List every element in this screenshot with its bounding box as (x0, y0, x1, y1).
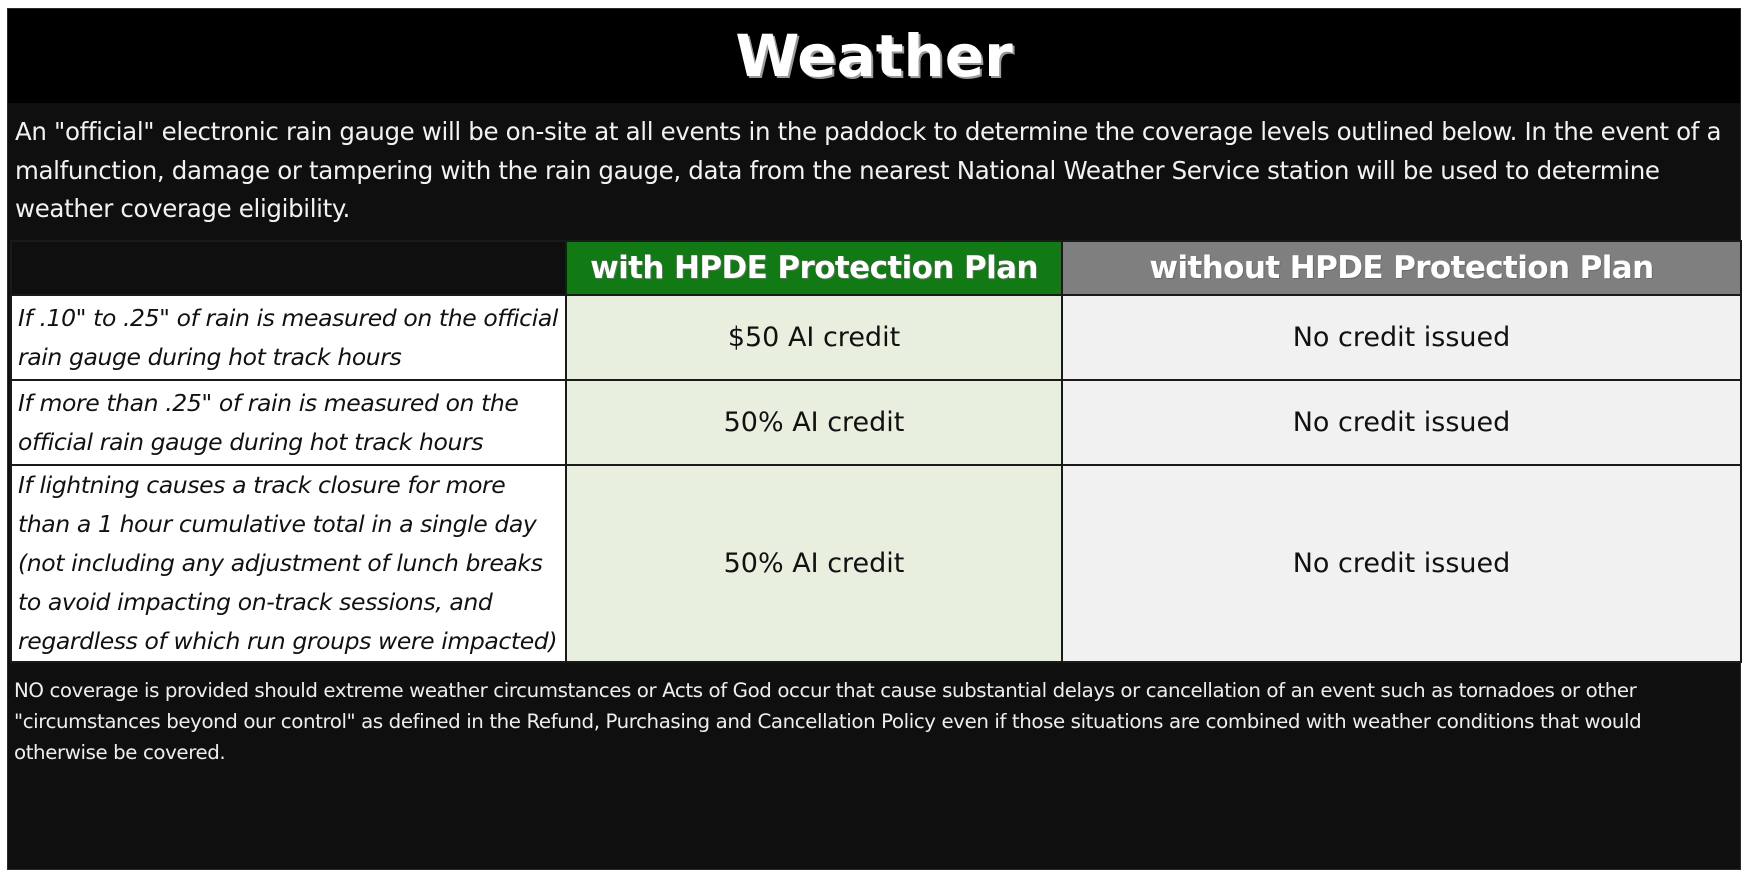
condition-cell: If lightning causes a track closure for more than a 1 hour cumulative total in a single day (not including any adjustment of lunch breaks to avoid impacting on-track sessions, and regardless of which run groups were impacted) (11, 465, 566, 662)
table-header-row (11, 241, 1741, 295)
table-row (11, 380, 1741, 465)
condition-cell: If more than .25" of rain is measured on the official rain gauge during hot track hours (11, 380, 566, 465)
page-title: Weather (735, 22, 1013, 90)
header-with-plan: with HPDE Protection Plan (566, 241, 1062, 295)
with-plan-cell: 50% AI credit (566, 465, 1062, 662)
without-plan-cell: No credit issued (1062, 380, 1741, 465)
condition-cell: If .10" to .25" of rain is measured on the official rain gauge during hot track hours (11, 295, 566, 380)
intro-paragraph: An "official" electronic rain gauge will be on-site at all events in the paddock to determine the coverage levels outlined below. In the event of a malfunction, damage or tampering with the rain gauge, data from the nearest National Weather Service station will be used to determine weather coverage eligibility. (15, 117, 1722, 223)
header-without-plan: without HPDE Protection Plan (1062, 241, 1741, 295)
with-plan-cell: $50 AI credit (566, 295, 1062, 380)
without-plan-cell: No credit issued (1062, 295, 1741, 380)
coverage-table (10, 240, 1742, 663)
with-plan-cell: 50% AI credit (566, 380, 1062, 465)
header-condition (11, 241, 566, 295)
title-band (8, 9, 1740, 103)
without-plan-cell: No credit issued (1062, 465, 1741, 662)
table-row (11, 295, 1741, 380)
weather-policy-panel (7, 8, 1741, 870)
footer-disclaimer: NO coverage is provided should extreme weather circumstances or Acts of God occur that cause substantial delays or cancellation of an event such as tornadoes or other "circumstances beyond our control" as defined in the Refund, Purchasing and Cancellation Policy even if those situations are combined with weather conditions that would otherwise be covered. (14, 679, 1642, 764)
table-row (11, 465, 1741, 662)
